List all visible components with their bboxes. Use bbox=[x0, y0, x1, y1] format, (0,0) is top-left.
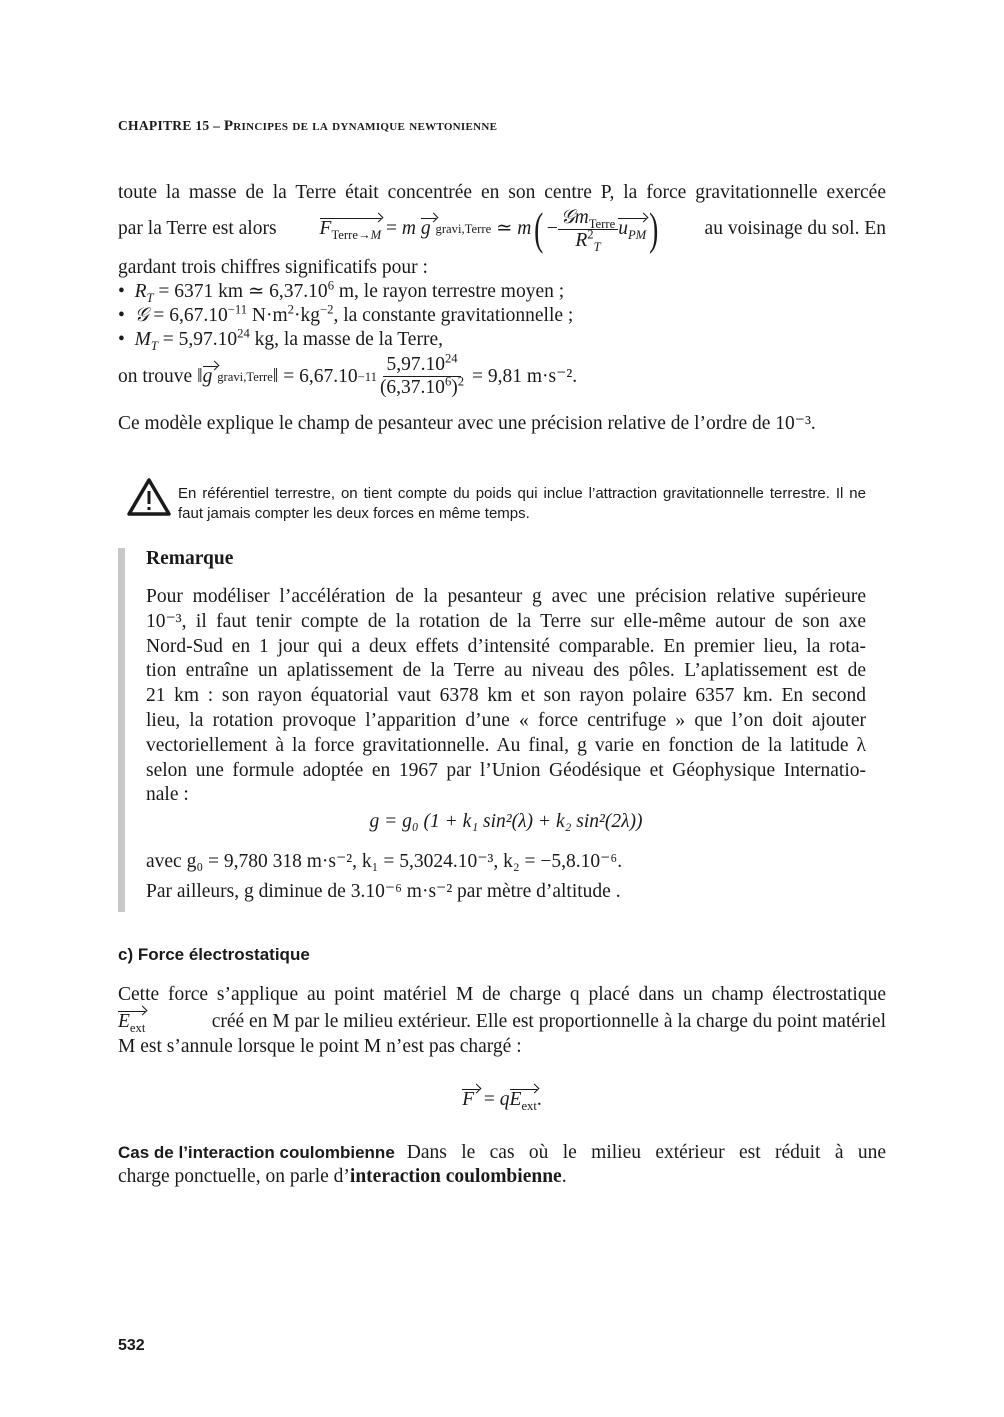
coulomb-line-2-text: charge ponctuelle, on parle d’ bbox=[118, 1166, 350, 1187]
electrostatic-line-3: M est s’annule lorsque le point M n’est pas chargé : bbox=[118, 1036, 522, 1057]
intro-line-2-start: par la Terre est alors bbox=[118, 218, 277, 239]
remark-line: 10⁻³, il faut tenir compte de la rotation de la Terre sur elle-même autour de son axe bbox=[146, 610, 866, 632]
electrostatic-line-1: Cette force s’applique au point matériel M de charge q placé dans un champ électrostatique bbox=[118, 984, 886, 1005]
chapter-title: Principes de la dynamique newtonienne bbox=[223, 118, 498, 134]
warning-icon bbox=[127, 477, 171, 517]
remark-formula: g = g₀ (1 + k₁ sin²(λ) + k₂ sin²(2λ)) bbox=[369, 811, 643, 832]
warning-text: En référentiel terrestre, on tient compte du poids qui inclue l’attraction gravitationnelle terrestre. Il ne faut jamais compter les deux forces en même temps. bbox=[178, 485, 866, 522]
intro-line-3: gardant trois chiffres significatifs pour : bbox=[118, 257, 428, 278]
remark-line: lieu, la rotation provoque l’apparition d’une « force centrifuge » que l’on doit ajouter bbox=[146, 709, 866, 731]
bullet-gravitational-constant: • 𝒢 = $6,67.10^{-11}$ $N\cdot m^2\cdot kg^{-2}$, la constante gravitationnelle ; bbox=[118, 302, 574, 326]
page-number: 532 bbox=[118, 1337, 145, 1354]
remark-body bbox=[146, 585, 866, 808]
chapter-label: CHAPITRE 15 bbox=[118, 118, 210, 133]
remark-line: vectoriellement à la force gravitationnelle. Au final, g varie en fonction de la latitude λ bbox=[146, 734, 866, 756]
remark-line: Nord-Sud en 1 jour qui a deux effets d’intensité comparable. En premier lieu, la rota- bbox=[146, 635, 866, 657]
section-title: c) Force électrostatique bbox=[118, 945, 310, 964]
remark-title: Remarque bbox=[146, 548, 234, 569]
coulomb-line-1-text: Dans le cas où le milieu extérieur est réduit à une bbox=[406, 1142, 886, 1163]
gravity-force-formula: $F_{Terre\to M}$ = m g gravi,Terre ≃ m ( − $\frac{𝒢m_{Terre}}{R^2_T}$ $u_{PM}$ ) bbox=[319, 203, 659, 254]
intro-line-2-end: au voisinage du sol. En bbox=[704, 218, 886, 239]
remark-line: tion entraîne un aplatissement de la Terre au niveau des pôles. L’aplatissement est de bbox=[146, 660, 866, 682]
intro-line-1: toute la masse de la Terre était concentrée en son centre P, la force gravitationnelle exercée bbox=[118, 182, 886, 203]
coulomb-line-1 bbox=[118, 1141, 886, 1165]
remark-constants: avec g₀ = 9,780 318 m·s⁻², k₁ = 5,3024.10⁻³, k₂ = −5,8.10⁻⁶. bbox=[146, 851, 623, 872]
remark-line: Pour modéliser l’accélération de la pesanteur g avec une précision relative supérieure bbox=[146, 586, 866, 607]
e-ext-symbol: $E_{ext}$ bbox=[118, 1011, 146, 1035]
result-value: = 9,81 m·s⁻². bbox=[471, 365, 578, 387]
remark-sidebar bbox=[118, 548, 125, 912]
remark-altitude: Par ailleurs, g diminue de 3.10⁻⁶ m·s⁻² par mètre d’altitude . bbox=[146, 881, 621, 902]
running-header: CHAPITRE 15 – Principes de la dynamique newtonienne bbox=[118, 118, 498, 134]
coulomb-line-2 bbox=[118, 1165, 567, 1189]
remark-line: nale : bbox=[146, 784, 189, 806]
remark-line: selon une formule adoptée en 1967 par l’Union Géodésique et Géophysique Internatio- bbox=[146, 759, 866, 781]
electrostatic-line-2 bbox=[118, 1010, 886, 1034]
coulomb-line-2-end: . bbox=[561, 1166, 567, 1187]
coulomb-bold-term: interaction coulombienne bbox=[349, 1166, 562, 1187]
precision-sentence: Ce modèle explique le champ de pesanteur avec une précision relative de l’ordre de 10⁻³. bbox=[118, 413, 816, 434]
electrostatic-formula: $F = qE_{ext}$. bbox=[462, 1089, 542, 1113]
coulomb-label: Cas de l’interaction coulombienne bbox=[118, 1143, 395, 1162]
bullet-earth-mass: • $M_T = 5,97.10^{24}$ kg, la masse de la Terre, bbox=[118, 326, 443, 353]
result-prefix: on trouve bbox=[118, 365, 193, 387]
bullet-earth-radius: • $R_T = 6371$ km ≃ 6,37.10$^6$ m, le rayon terrestre moyen ; bbox=[118, 278, 565, 305]
intro-line-2 bbox=[118, 203, 886, 255]
gravity-result: on trouve ‖ g gravi,Terre ‖ = 6,67.10 −11 $\frac{5,97.10^{24}}{(6,37.10^6)^2}$ = 9,81 m·s⁻². bbox=[118, 351, 578, 398]
electrostatic-line-2-text: créé en M par le milieu extérieur. Elle est proportionnelle à la charge du point matériel bbox=[211, 1011, 886, 1032]
remark-line: 21 km : son rayon équatorial vaut 6378 km et son rayon polaire 6357 km. En second bbox=[146, 685, 866, 707]
